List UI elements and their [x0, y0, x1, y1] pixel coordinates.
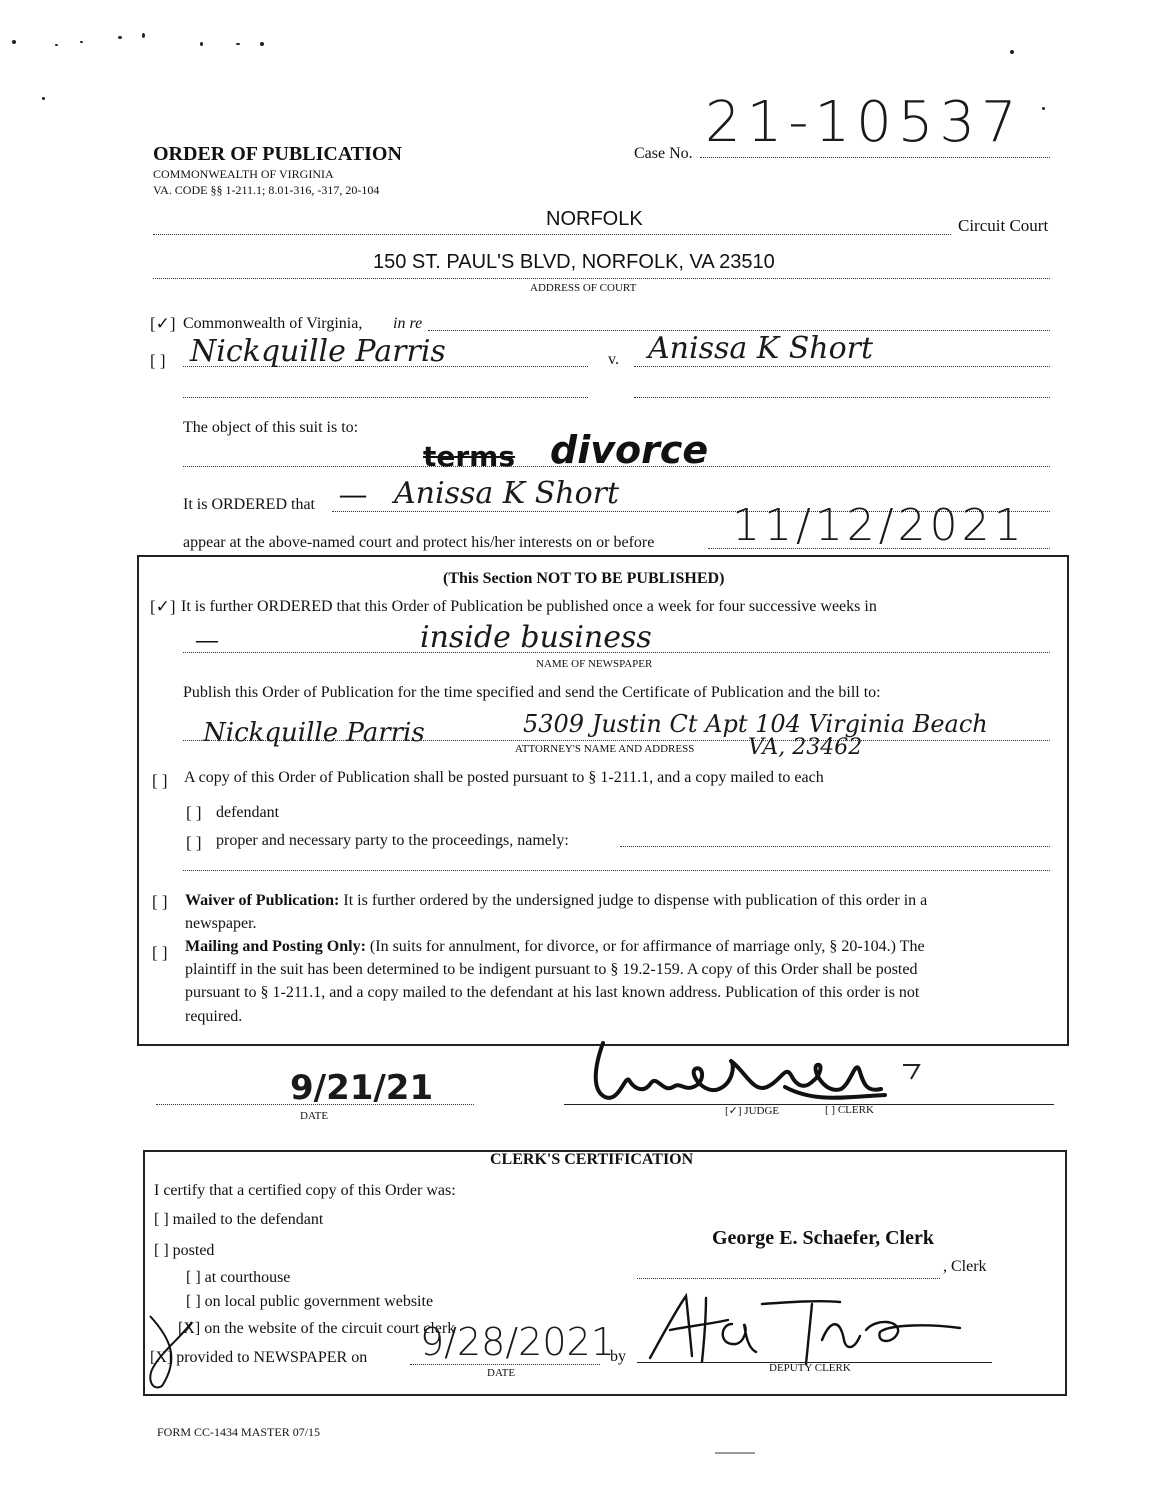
signature-line — [564, 1104, 1054, 1105]
clerk-checkbox[interactable]: [ ] — [825, 1104, 836, 1116]
by-label: by — [610, 1348, 626, 1365]
further-ordered-checkbox[interactable]: [✓] — [150, 597, 176, 616]
provided-date-caption: DATE — [487, 1367, 516, 1379]
further-ordered-text: It is further ORDERED that this Order of Publication be published once a week for four successive weeks in — [181, 598, 877, 615]
mailing-text-1: (In suits for annulment, for divorce, or for affirmance of marriage only, § 20-104.) The — [369, 938, 925, 955]
court-name: NORFOLK — [546, 208, 643, 230]
courthouse-label: at courthouse — [204, 1269, 291, 1286]
proper-party-line-2 — [183, 870, 1050, 871]
scan-speck — [42, 97, 45, 100]
newspaper-dash: — — [196, 627, 218, 652]
scan-speck — [118, 36, 122, 39]
defendant-line — [634, 366, 1050, 367]
copy-posted-checkbox[interactable]: [ ] — [152, 771, 168, 790]
plaintiff-line-2 — [183, 397, 588, 398]
clerk-name: George E. Schaefer, Clerk — [712, 1227, 934, 1249]
deputy-clerk-caption: DEPUTY CLERK — [769, 1362, 851, 1374]
mailing-text-4: required. — [185, 1008, 243, 1025]
form-subtitle: COMMONWEALTH OF VIRGINIA — [153, 167, 334, 181]
judge-checkbox[interactable]: [✓] — [725, 1105, 742, 1117]
code-reference: VA. CODE §§ 1-211.1; 8.01-316, -317, 20-104 — [153, 183, 380, 197]
form-title: ORDER OF PUBLICATION — [153, 143, 402, 165]
proper-party-checkbox[interactable]: [ ] — [186, 833, 202, 852]
scan-speck — [260, 42, 264, 46]
waiver-text: It is further ordered by the undersigned judge to dispense with publication of this order in a — [343, 892, 928, 909]
deputy-clerk-signature — [640, 1290, 970, 1370]
newspaper-line — [183, 652, 1050, 653]
provided-date-line — [410, 1364, 600, 1365]
scan-speck — [1042, 107, 1045, 110]
defendant-line-2 — [634, 397, 1050, 398]
defendant-name: Anissa K Short — [648, 331, 874, 366]
case-number-value: 21-10537 — [705, 90, 1023, 155]
scan-speck — [200, 42, 203, 46]
case-number-line — [700, 157, 1050, 158]
newspaper-name: inside business — [420, 620, 652, 655]
scan-speck — [142, 33, 145, 38]
defendant-option-label: defendant — [216, 804, 280, 821]
mailing-checkbox[interactable]: [ ] — [152, 943, 168, 962]
mailing-text-3: pursuant to § 1-211.1, and a copy mailed to the defendant at his last known address. Publication of this order is not — [185, 984, 920, 1001]
commonwealth-label: Commonwealth of Virginia, — [183, 315, 363, 332]
plaintiff-name: Nickquille Parris — [190, 334, 446, 369]
appear-text: appear at the above-named court and protect his/her interests on or before — [183, 534, 655, 551]
circuit-website-label: on the website of the circuit court clerk — [204, 1320, 456, 1337]
ordered-dash: — — [340, 480, 366, 509]
commonwealth-checkbox[interactable]: [✓] — [150, 314, 176, 333]
object-value: divorce — [550, 428, 709, 472]
scan-speck — [12, 40, 16, 44]
signed-date-line — [156, 1104, 474, 1105]
mailing-label: Mailing and Posting Only: — [185, 938, 366, 955]
attorney-address-line2: VA, 23462 — [748, 735, 863, 760]
certification-title: CLERK'S CERTIFICATION — [490, 1151, 694, 1168]
unpublished-title: (This Section NOT TO BE PUBLISHED) — [443, 570, 725, 587]
court-address: 150 ST. PAUL'S BLVD, NORFOLK, VA 23510 — [373, 251, 775, 273]
plaintiff-checkbox[interactable]: [ ] — [150, 351, 166, 370]
ordered-label: It is ORDERED that — [183, 496, 315, 513]
signed-date: 9/21/21 — [290, 1068, 434, 1108]
copy-posted-text: A copy of this Order of Publication shall be posted pursuant to § 1-211.1, and a copy mailed to each — [184, 769, 824, 786]
form-number: FORM CC-1434 MASTER 07/15 — [157, 1425, 321, 1439]
scan-speck — [55, 44, 58, 46]
newspaper-provided-checkbox[interactable]: [X] — [150, 1349, 173, 1366]
attorney-line — [183, 740, 1050, 741]
clerk-suffix: , Clerk — [943, 1258, 987, 1275]
case-number-label: Case No. — [634, 145, 693, 162]
court-name-line — [153, 234, 951, 235]
gov-website-checkbox[interactable]: [ ] — [186, 1293, 201, 1310]
plaintiff-line — [183, 366, 588, 367]
mailed-label: mailed to the defendant — [172, 1211, 324, 1228]
object-struck-word: terms — [423, 440, 516, 473]
attorney-caption: ATTORNEY'S NAME AND ADDRESS — [515, 743, 695, 755]
publish-text: Publish this Order of Publication for the time specified and send the Certificate of Publication and the bill to: — [183, 684, 881, 701]
defendant-checkbox[interactable]: [ ] — [186, 803, 202, 822]
mailed-checkbox[interactable]: [ ] — [154, 1211, 169, 1228]
object-line — [183, 466, 1050, 467]
appear-date: 11/12/2021 — [732, 500, 1026, 551]
appear-date-line — [708, 548, 1050, 549]
scan-speck — [1010, 50, 1014, 54]
waiver-text-2: newspaper. — [185, 915, 257, 932]
courthouse-checkbox[interactable]: [ ] — [186, 1269, 201, 1286]
posted-checkbox[interactable]: [ ] — [154, 1242, 169, 1259]
judge-label: JUDGE — [744, 1105, 780, 1117]
scan-speck — [715, 1452, 755, 1454]
proper-party-label: proper and necessary party to the proceedings, namely: — [216, 832, 569, 849]
mailing-text-2: plaintiff in the suit has been determined to be indigent pursuant to § 19.2-159. A copy of this Order shall be posted — [185, 961, 918, 978]
provided-date: 9/28/2021 — [420, 1320, 615, 1364]
newspaper-provided-label: provided to NEWSPAPER on — [176, 1349, 368, 1366]
versus-label: v. — [608, 351, 619, 368]
attorney-name: Nickquille Parris — [203, 718, 425, 748]
proper-party-line — [620, 846, 1050, 847]
court-address-caption: ADDRESS OF COURT — [530, 282, 637, 294]
signed-date-caption: DATE — [300, 1110, 329, 1122]
cross-mark-icon — [140, 1308, 200, 1393]
scan-speck — [80, 41, 83, 43]
circuit-website-checkbox[interactable]: [X] — [178, 1320, 201, 1337]
certification-intro: I certify that a certified copy of this Order was: — [154, 1182, 456, 1199]
in-re-label: in re — [393, 315, 423, 332]
circuit-court-label: Circuit Court — [958, 216, 1049, 235]
newspaper-caption: NAME OF NEWSPAPER — [536, 658, 653, 670]
scan-speck — [236, 43, 240, 45]
waiver-checkbox[interactable]: [ ] — [152, 892, 168, 911]
attorney-address-line1: 5309 Justin Ct Apt 104 Virginia Beach — [523, 710, 988, 738]
ordered-party: Anissa K Short — [394, 476, 620, 511]
clerk-name-line — [637, 1278, 940, 1279]
waiver-label: Waiver of Publication: — [185, 892, 340, 909]
object-label: The object of this suit is to: — [183, 419, 359, 436]
court-address-line — [153, 278, 1050, 279]
posted-label: posted — [172, 1242, 215, 1259]
clerk-label: CLERK — [837, 1104, 874, 1116]
gov-website-label: on local public government website — [204, 1293, 434, 1310]
